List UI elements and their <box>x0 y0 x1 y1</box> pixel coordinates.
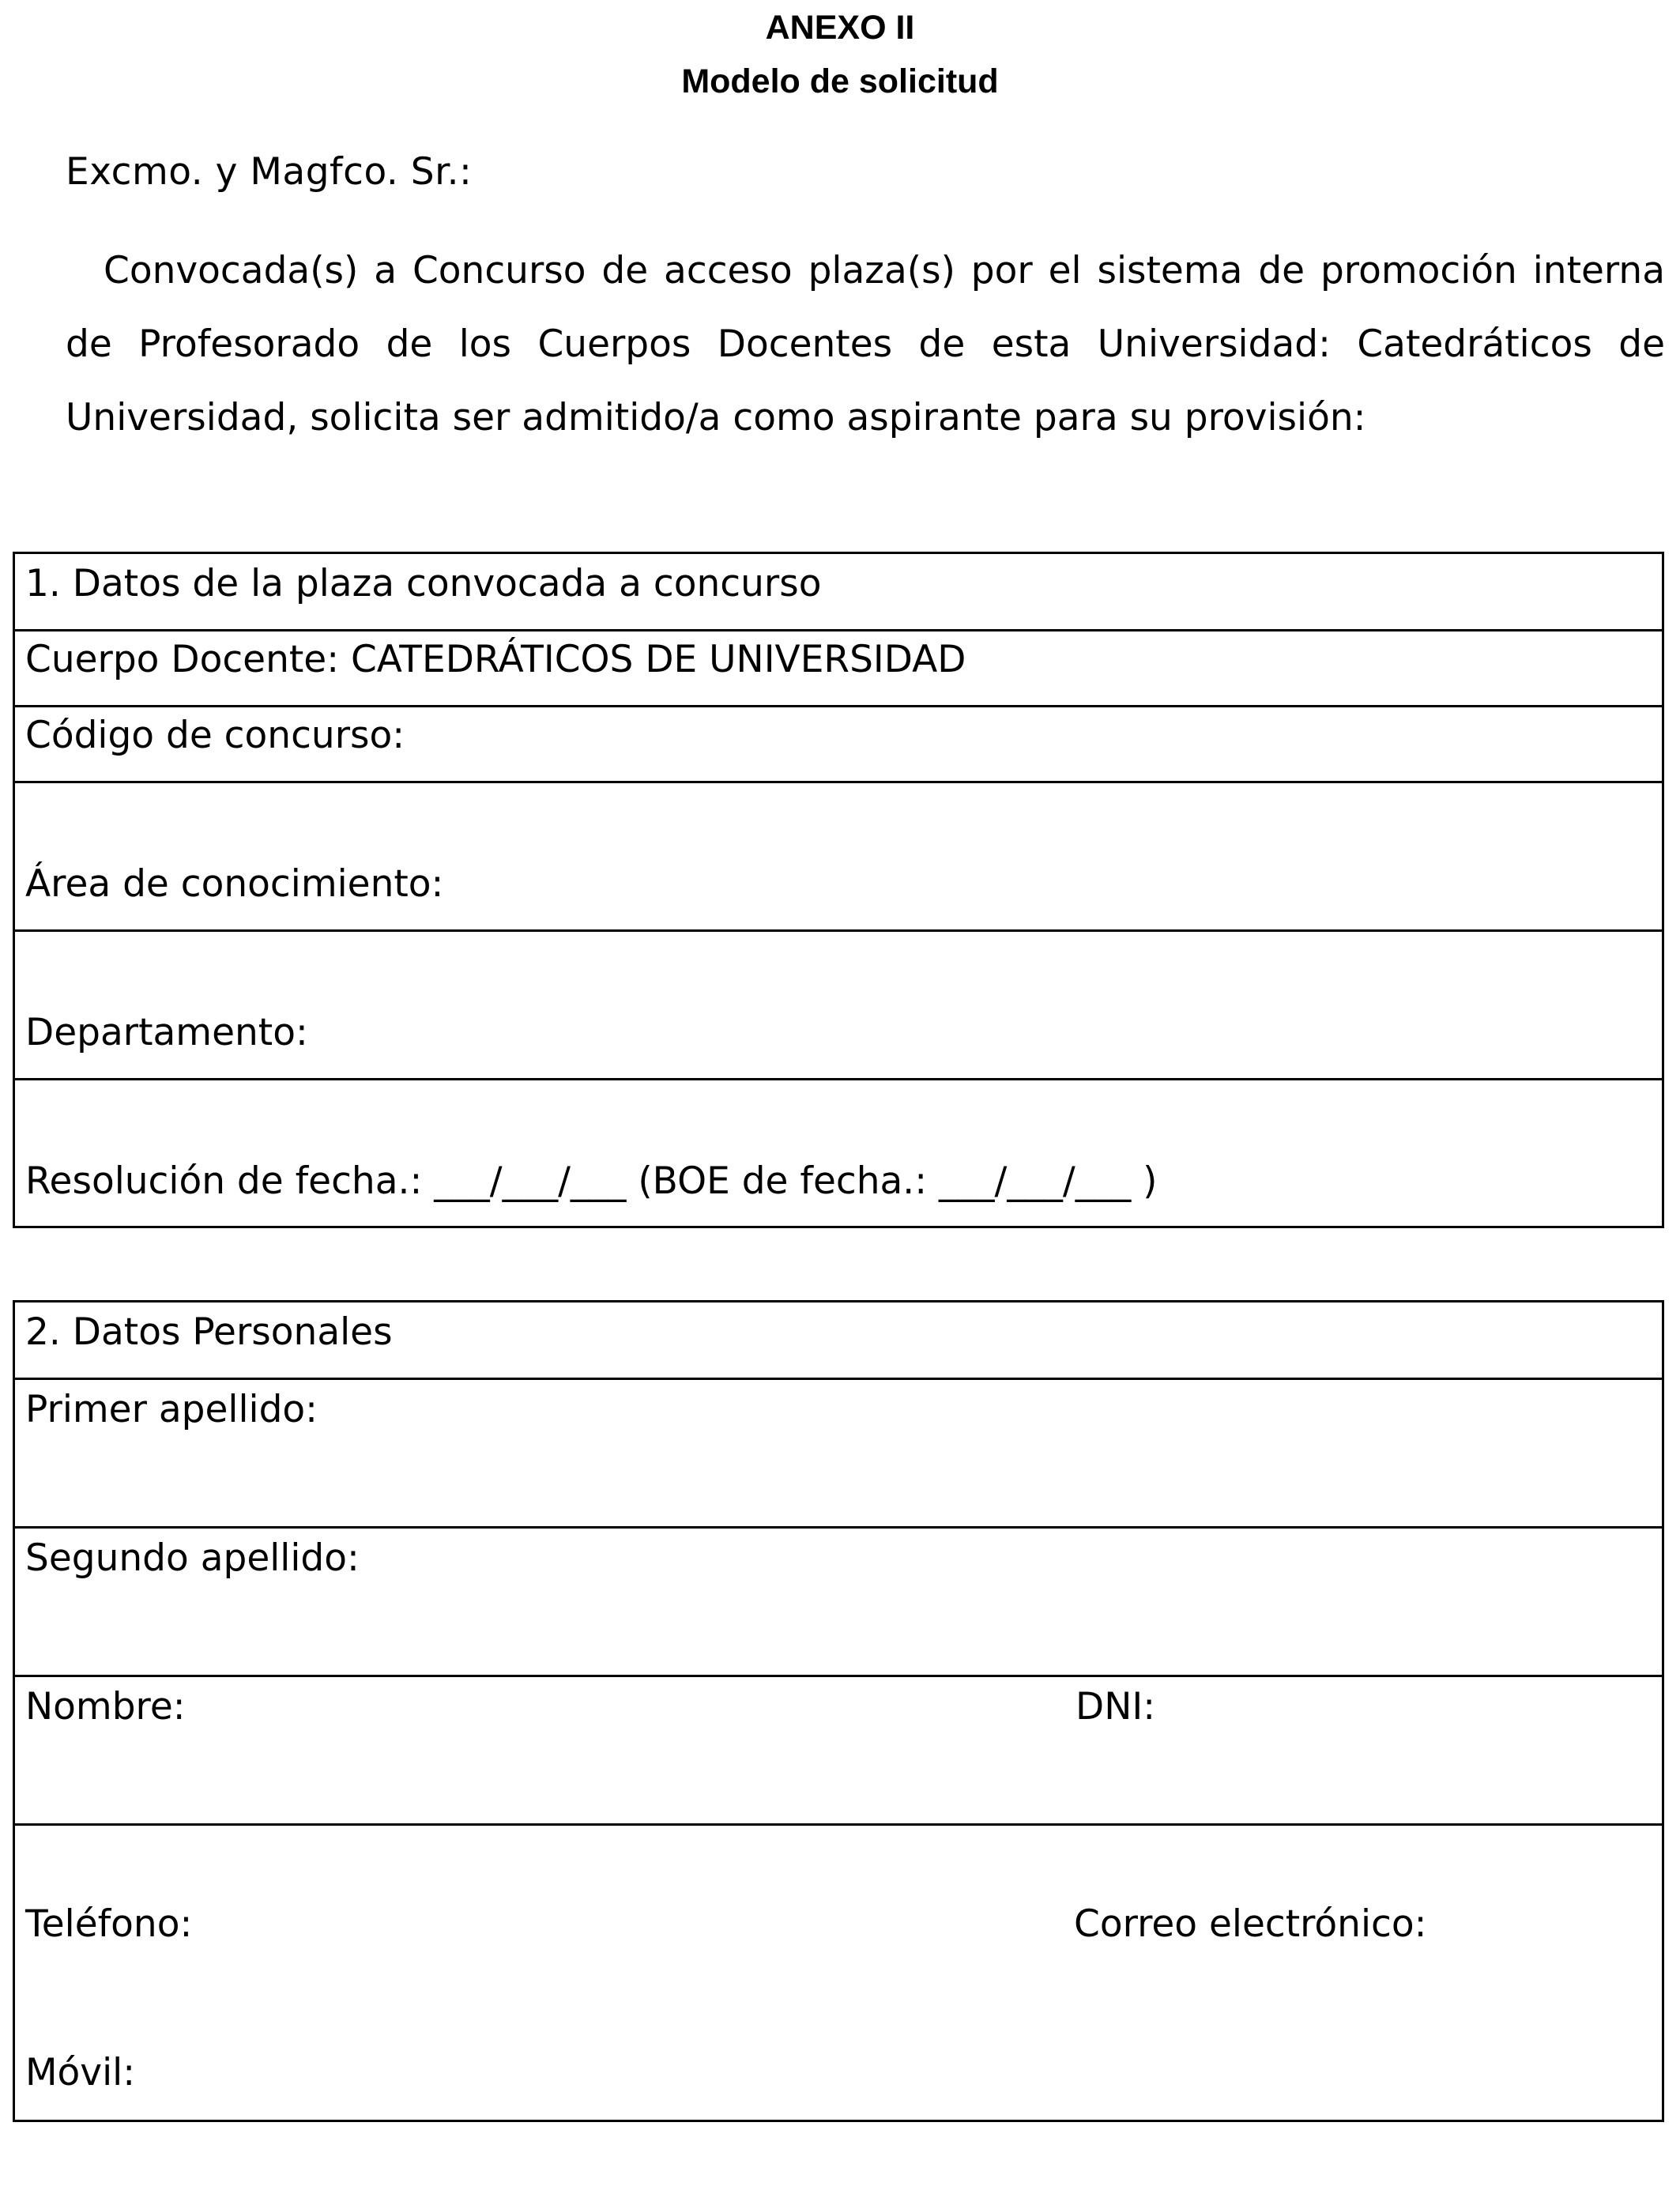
section-2-personal-table <box>13 1300 1664 2122</box>
resolucion-fecha-label: Resolución de fecha.: ___/___/___ (BOE de fecha.: ___/___/___ ) <box>25 1159 1158 1203</box>
section-1-title: 1. Datos de la plaza convocada a concurso <box>25 562 822 605</box>
section-1-plaza-table <box>13 552 1664 1228</box>
contacto-row[interactable] <box>15 1823 1662 2122</box>
segundo-apellido-label: Segundo apellido: <box>25 1536 360 1580</box>
area-conocimiento-row[interactable] <box>15 781 1662 930</box>
intro-paragraph: Convocada(s) a Concurso de acceso plaza(s) por el sistema de promoción interna de Profesorado de los Cuerpos Docentes de esta Universidad: Catedráticos de Universidad, solicita ser admitido/a como aspirante para su provisión: <box>66 249 1665 439</box>
primer-apellido-row[interactable] <box>15 1378 1662 1527</box>
codigo-concurso-label: Código de concurso: <box>25 714 405 757</box>
cuerpo-docente-label: Cuerpo Docente: CATEDRÁTICOS DE UNIVERSIDAD <box>25 638 966 681</box>
codigo-concurso-row[interactable] <box>15 705 1662 782</box>
movil-label: Móvil: <box>25 2051 136 2094</box>
form-subtitle: Modelo de solicitud <box>681 62 999 100</box>
departamento-row[interactable] <box>15 929 1662 1079</box>
telefono-label: Teléfono: <box>25 1902 193 1946</box>
departamento-label: Departamento: <box>25 1011 308 1054</box>
area-conocimiento-label: Área de conocimiento: <box>25 862 444 906</box>
salutation: Excmo. y Magfco. Sr.: <box>66 150 473 194</box>
section-1-header-row <box>15 554 1662 630</box>
dni-label: DNI: <box>1075 1685 1156 1728</box>
correo-electronico-label: Correo electrónico: <box>1074 1902 1427 1946</box>
nombre-dni-row[interactable] <box>15 1675 1662 1824</box>
annex-title: ANEXO II <box>765 9 915 47</box>
section-2-title: 2. Datos Personales <box>25 1310 393 1354</box>
nombre-label: Nombre: <box>25 1685 186 1728</box>
primer-apellido-label: Primer apellido: <box>25 1388 318 1431</box>
section-2-header-row <box>15 1302 1662 1378</box>
cuerpo-docente-row <box>15 629 1662 706</box>
segundo-apellido-row[interactable] <box>15 1526 1662 1676</box>
resolucion-fecha-row[interactable] <box>15 1078 1662 1228</box>
